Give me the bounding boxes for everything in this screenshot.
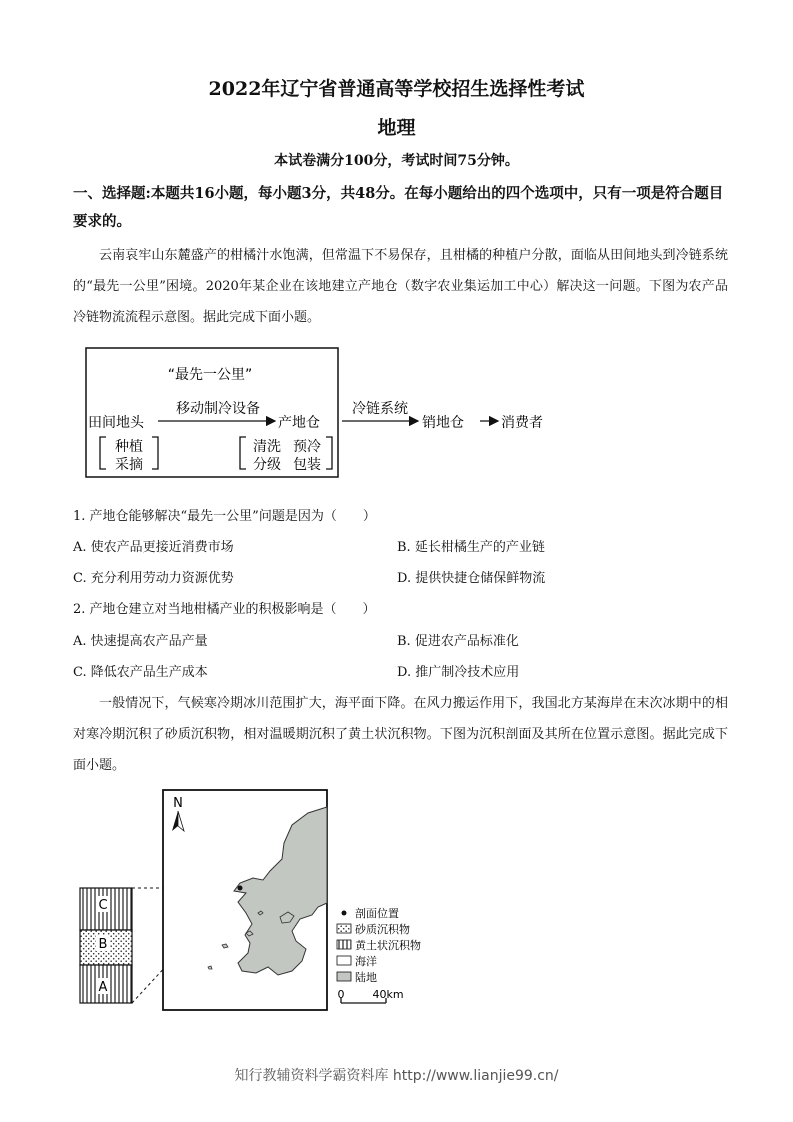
legend-ocean-swatch [337, 956, 351, 965]
profile-label-b: B [98, 937, 108, 952]
exam-note: 本试卷满分100分，考试时间75分钟。 [274, 153, 519, 169]
origin-warehouse-node: 产地仓 [278, 415, 320, 431]
legend-sand: 砂质沉积物 [355, 923, 410, 936]
q1-option-d[interactable]: D. 提供快捷仓储保鲜物流 [397, 571, 546, 586]
field-node: 田间地头 [88, 415, 144, 431]
subject-title: 地理 [377, 117, 416, 139]
north-label: N [173, 796, 183, 811]
legend-dot-icon [342, 911, 347, 916]
scale-start: 0 [337, 988, 345, 1001]
consumer-node: 消费者 [501, 415, 543, 431]
sediment-profile-map [70, 785, 440, 1015]
legend-profile-position: 剖面位置 [355, 907, 399, 920]
page-footer: 知行教辅资料学霸资料库 http://www.lianjie99.cn/ [234, 1068, 559, 1084]
scale-end: 40km [372, 988, 404, 1001]
sales-warehouse-node: 销地仓 [422, 415, 464, 431]
legend-ocean: 海洋 [355, 955, 377, 968]
mobile-refrigeration-label: 移动制冷设备 [176, 401, 260, 417]
task-planting: 种植 [115, 439, 143, 455]
legend-land-swatch [337, 972, 351, 981]
profile-label-a: A [98, 980, 108, 995]
exam-title: 2022年辽宁省普通高等学校招生选择性考试 [208, 78, 585, 100]
question-2: 2. 产地仓建立对当地柑橘产业的积极影响是（ ） [73, 602, 376, 617]
task-packaging: 包装 [293, 457, 321, 473]
task-washing: 清洗 [253, 439, 281, 455]
first-mile-label: “最先一公里” [167, 367, 253, 383]
passage-2: 一般情况下，气候寒冷期冰川范围扩大，海平面下降。在风力搬运作用下，我国北方某海岸在末次冰期中的相对寒冷期沉积了砂质沉积物，相对温暖期沉积了黄土状沉积物。下图为沉积剖面及其所在位置示意图。据此完成下面小题。 [73, 696, 728, 773]
q2-option-c[interactable]: C. 降低农产品生产成本 [73, 665, 208, 680]
task-picking: 采摘 [115, 457, 143, 473]
q1-option-c[interactable]: C. 充分利用劳动力资源优势 [73, 571, 234, 586]
passage-1: 云南哀牢山东麓盛产的柑橘汁水饱满，但常温下不易保存，且柑橘的种植户分散，面临从田间地头到冷链系统的“最先一公里”困境。2020年某企业在该地建立产地仓（数字农业集运加工中心）解决这一问题。下图为农产品冷链物流流程示意图。据此完成下面小题。 [73, 248, 728, 325]
q2-option-d[interactable]: D. 推广制冷技术应用 [397, 665, 520, 680]
q1-option-a[interactable]: A. 使农产品更接近消费市场 [73, 540, 234, 555]
task-precooling: 预冷 [293, 439, 321, 455]
legend-loess: 黄土状沉积物 [355, 939, 421, 952]
legend-loess-swatch [337, 940, 351, 949]
cold-chain-label: 冷链系统 [352, 401, 408, 417]
profile-position-dot [238, 886, 243, 891]
profile-label-c: C [98, 898, 108, 913]
legend-sand-swatch [337, 924, 351, 933]
task-grading: 分级 [253, 457, 281, 473]
legend-land: 陆地 [355, 971, 377, 984]
q2-option-a[interactable]: A. 快速提高农产品产量 [73, 634, 208, 649]
question-1: 1. 产地仓能够解决“最先一公里”问题是因为（ ） [73, 509, 376, 524]
section-header: 一、选择题:本题共16小题，每小题3分，共48分。在每小题给出的四个选项中，只有一项是符合题目要求的。 [73, 185, 724, 230]
cold-chain-flowchart [80, 345, 560, 480]
q1-option-b[interactable]: B. 延长柑橘生产的产业链 [397, 540, 545, 555]
q2-option-b[interactable]: B. 促进农产品标准化 [397, 634, 519, 649]
